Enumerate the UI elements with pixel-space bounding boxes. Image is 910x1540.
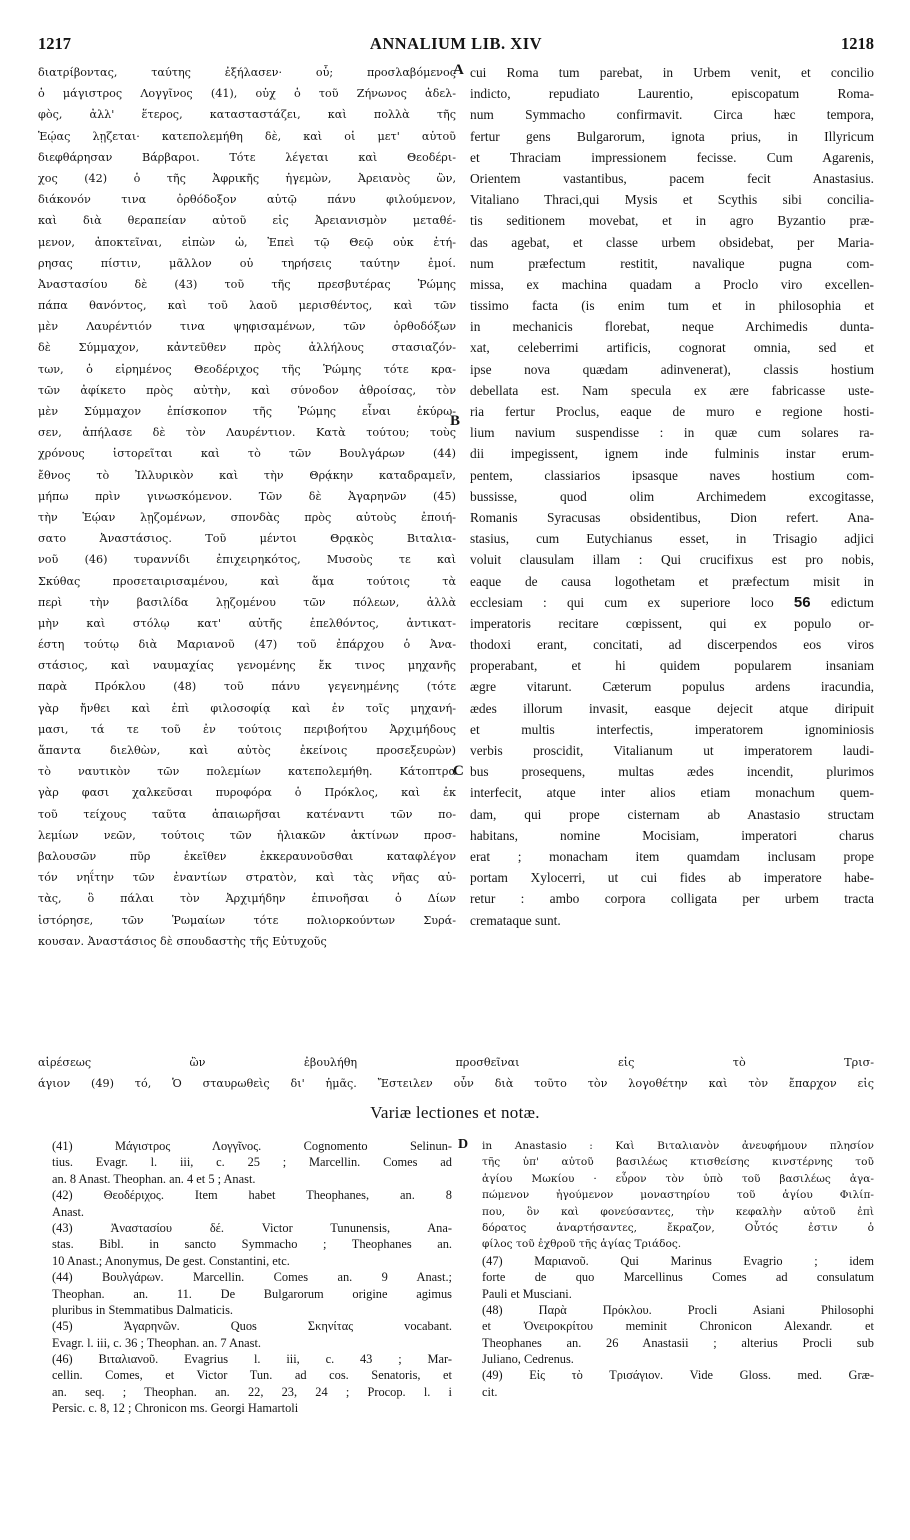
latin-text-line: missa, ex machina quadam a Proclo viro excellen- — [470, 276, 874, 292]
latin-text-line: habitans, nomine Mocisiam, imperatori charus — [470, 827, 874, 843]
note-line: cit. — [482, 1384, 498, 1399]
note-line: pluribus in Stemmatibus Dalmaticis. — [52, 1302, 234, 1317]
latin-text-line: xat, celeberrimi artificis, cognorat omnia, sed et — [470, 340, 874, 356]
page-number-right: 1218 — [841, 34, 874, 53]
notes-title: Variæ lectiones et notæ. — [370, 1103, 540, 1122]
note-line: Juliano, Cedrenus. — [482, 1352, 574, 1367]
greek-text-line: χρόνους ἱστορεῖται καὶ τὸ τῶν Βουλγάρων (44) — [38, 447, 456, 461]
latin-text-line: tissimo facta (is enim tum et in philosophia et — [470, 298, 874, 314]
greek-text-line: Ἀναστασίου δὲ (43) τοῦ τῆς πρεσβυτέρας Ῥώμης — [38, 277, 456, 291]
greek-text-line: γὰρ ἤνθει καὶ ἐπὶ φιλοσοφίᾳ καὶ ἐν τοῖς μηχανή- — [38, 701, 456, 715]
note-line: Evagr. l. iii, c. 36 ; Theophan. an. 7 Anast. — [52, 1335, 261, 1350]
note-line: (43) Ἀναστασίου δέ. Victor Tununensis, Ana- — [52, 1220, 452, 1235]
greek-full-width-lines — [38, 1052, 874, 1094]
greek-text-line: τόν νηΐτην τῶν ἐναντίων στρατὸν, καὶ τὰς νῆας αὐ- — [38, 871, 456, 885]
note-line: Persic. c. 8, 12 ; Chronicon ms. Georgi Hamartoli — [52, 1401, 299, 1416]
greek-text-line: ἅπαντα διελθὼν, καὶ αὐτὸς ἐκείνοις προσεξευρὼν) — [38, 744, 456, 757]
note-line: (47) Μαριανοῦ. Qui Marinus Evagrio ; idem — [482, 1253, 874, 1268]
note-line: ἁγίου Μωκίου · εὗρον τὸν ὑπὸ τοῦ βασιλέως ἀγα- — [482, 1172, 874, 1185]
latin-text-line: num Symmacho confirmavit. Circa hæc tempora, — [470, 107, 874, 123]
note-line: Theophan. an. 11. De Bulgarorum origine agimus — [52, 1286, 452, 1301]
note-line: in Anastasio : Καὶ Βιταλιανὸν ἀνευφήμουν πλησίον — [482, 1140, 874, 1152]
greek-text-line: των, ὁ εἰρημένος Θεοδέριχος τῆς Ῥώμης τότε κρα- — [38, 362, 456, 376]
greek-text-line: πάπα θανόντος, καὶ τοῦ λαοῦ μερισθέντος, καὶ τῶν — [38, 299, 456, 313]
latin-text-line: et multis interfectis, imperatorem ignominiosis — [470, 721, 874, 737]
greek-text-line: ἔθνος τὸ Ἰλλυρικὸν καὶ τὴν Θρᾴκην καταδραμεῖν, — [38, 468, 456, 482]
note-line: (41) Μάγιστρος Λογγῖνος. Cognomento Selinun- — [52, 1139, 452, 1153]
note-line: an. seq. ; Theophan. an. 22, 23, 24 ; Procop. l. i — [52, 1384, 452, 1399]
latin-text-line: dam, qui prope cisternam ab Anastasio structam — [470, 806, 874, 822]
latin-text-line: et Thraciam impressionem fecisse. Cum Agarenis, — [470, 149, 874, 165]
latin-text-line: imperatoris recitare cœpissent, qui ex populo or- — [470, 615, 874, 631]
greek-text-line: τὸ ναυτικὸν τῶν πολεμίων κατεπολεμήθη. Κάτοπτρα — [38, 765, 456, 779]
note-line: tius. Evagr. l. iii, c. 25 ; Marcellin. Comes ad — [52, 1155, 452, 1170]
latin-text-line: bussisse, quod olim Archimedem excogitasse, — [470, 488, 874, 504]
note-line: Theophanes an. 26 Anastasii ; alterius Procli sub — [482, 1335, 874, 1350]
margin-letter-d: D — [458, 1137, 469, 1152]
greek-text-line: αἱρέσεως ὢν ἐβουλήθη προσθεῖναι εἰς τὸ Τρισ- — [38, 1056, 874, 1069]
greek-text-line: τοῦ τείχους ταῦτα ἀπαιωρῆσαι κατέναντι τῶν πο- — [38, 807, 456, 821]
note-line: (45) Ἀγαρηνῶν. Quos Σκηνίτας vocabant. — [52, 1319, 452, 1334]
latin-text-line: cui Roma tum parebat, in Urbem venit, et concilio — [470, 65, 874, 80]
greek-text-line: κουσαν. Ἀναστάσιος δὲ σπουδαστὴς τῆς Εὐτυχοῦς — [38, 934, 327, 948]
latin-text-fragment: edictum — [830, 594, 874, 610]
latin-text-line: das agebat, et classe urbem obsidebat, per Maria- — [470, 234, 874, 250]
greek-text-line: διατρίβοντας, ταύτης ἐξήλασεν· οὗ; προσλαβόμενος — [38, 66, 456, 79]
page-header — [38, 34, 874, 58]
greek-text-line: μασι, τά τε τοῦ ἐν τούτοις περιβοήτου Ἀρχιμήδους — [38, 722, 456, 736]
note-line: (48) Παρὰ Πρόκλου. Procli Asiani Philosophi — [482, 1302, 874, 1317]
latin-text-fragment: ecclesiam : qui cum ex superiore loco — [470, 594, 774, 610]
latin-text-line: interfecit, atque inter alios etiam monachum quem- — [470, 785, 874, 801]
notes-right-column — [482, 1138, 874, 1400]
latin-text-line: Orientem vastantibus, pacem fecit Anastasius. — [470, 170, 874, 186]
note-line: που, ὃν καὶ φονεύσαντες, τὴν κεφαλὴν αὐτοῦ ἐπὶ — [482, 1205, 874, 1218]
greek-text-line: μὲν Σύμμαχον ἐπίσκοπον τῆς Ῥώμης εἶναι ἐκύρω- — [38, 405, 456, 418]
greek-text-line: μὴν καὶ στόλῳ κατ' αὐτῆς ἐπελθόντος, ἀντικατ- — [38, 616, 456, 630]
note-line: Anast. — [52, 1204, 85, 1219]
greek-text-line: ἱστόρησε, τῶν Ῥωμαίων τότε πολιορκούντων Συρά- — [38, 913, 456, 927]
note-line: cellin. Comes, et Victor Tun. ad cos. Senatoris, et — [52, 1368, 452, 1383]
margin-letter-c: C — [453, 763, 464, 779]
latin-text-line: ædes illorum invasit, easque dejecit atque diripuit — [470, 700, 874, 716]
greek-text-line: φὸς, ἀλλ' ἕτερος, κατασταστάζει, καὶ πολλὰ τῆς — [38, 108, 456, 122]
note-line: φίλος τοῦ ἐχθροῦ τῆς ἁγίας Τριάδος. — [482, 1238, 682, 1251]
greek-text-line: άγιον (49) τό, Ὁ σταυρωθεὶς δι' ἡμᾶς. Ἔστειλεν οὖν διὰ τοῦτο τὸν λογοθέτην καὶ τὸν ἔπαρχον εἰς — [38, 1077, 874, 1091]
greek-text-line: Ἑῴας λῃζεται· κατεπολεμήθη δὲ, καὶ οἱ μετ' αὐτοῦ — [38, 129, 456, 143]
greek-text-line: σεν, ἀπήλασε δὲ τὸν Λαυρέντιον. Κατὰ τούτου; τοὺς — [38, 426, 456, 440]
margin-number: 56 — [793, 593, 811, 611]
note-line: (49) Εἰς τὸ Τρισάγιον. Vide Gloss. med. Græ- — [482, 1368, 874, 1383]
note-line: (44) Βουλγάρων. Marcellin. Comes an. 9 Anast.; — [52, 1270, 452, 1285]
latin-text-line: debellata est. Nam specula ex ære fabricasse uste- — [470, 382, 874, 398]
greek-text-line: σατο Ἀναστάσιος. Τοῦ μέντοι Θρᾳκὸς Βιταλια- — [38, 532, 456, 546]
note-line: Pauli et Musciani. — [482, 1286, 572, 1301]
greek-text-line: διάκονόν τινα ὀρθόδοξον αὐτῷ πάνυ φιλούμενον, — [38, 193, 456, 207]
latin-text-line: ægre vitarunt. Cæterum populus ardens iracundia, — [470, 679, 874, 695]
latin-text-line: pentem, classiarios ipsasque naves hostium com- — [470, 467, 874, 483]
note-line: τῆς ὑπ' αὐτοῦ βασιλέως κτισθείσης κινστέρνης τοῦ — [482, 1156, 874, 1169]
latin-text-line: ipse nova quædam adinvenerat), classis hostium — [470, 361, 874, 377]
latin-text-line: ria fertur Proclus, eaque de muro e regione hosti- — [470, 404, 874, 419]
latin-text-line: tis seditionem movebat, et in agro Byzantio præ- — [470, 213, 874, 229]
latin-text-line: Romanis Syracusas obsidentibus, Dion refert. Ana- — [470, 509, 874, 525]
latin-text-line: dii impegissent, ignem inde fulminis instar erum- — [470, 446, 874, 462]
note-line: (46) Βιταλιανοῦ. Evagrius l. iii, c. 43 ; Mar- — [52, 1352, 452, 1367]
greek-text-column — [38, 62, 456, 952]
latin-text-column — [470, 62, 874, 931]
page-number-left: 1217 — [38, 34, 71, 53]
latin-text-line: erat ; monacham item quamdam inclusam prope — [470, 848, 874, 864]
note-line: an. 8 Anast. Theophan. an. 4 et 5 ; Anast. — [52, 1171, 256, 1186]
greek-text-line: τὰς, ὃ πάλαι τὸν Ἀρχιμήδην ἐπινοῆσαι ὁ Δίων — [38, 892, 456, 906]
greek-text-line: μενον, ἀποκτεῖναι, εἰπὼν ὡ, Ἐπεὶ τῷ Θεῷ οὐκ ἐτή- — [38, 235, 456, 249]
greek-text-line: μήπω πρὶν γινωσκόμενον. Τῶν δὲ Ἀγαρηνῶν (45) — [38, 489, 456, 503]
greek-text-line: χος (42) ὁ τῆς Ἀφρικῆς ἡγεμὼν, Ἀρειανὸς ὢν, — [38, 171, 456, 185]
note-line: stas. Bibl. in sancto Symmacho ; Theophanes an. — [52, 1237, 452, 1252]
greek-text-line: Σκύθας προσεταιρισαμένου, καὶ ἅμα τούτοις τὰ — [38, 574, 456, 588]
latin-text-line: lium navium suspendisse : in quæ cum solares ra- — [470, 425, 874, 441]
latin-text-line: portam Xylocerri, ut cui fides ab imperatore habe- — [470, 870, 874, 886]
note-line: et Ὀνειροκρίτου meminit Chronicon Alexandr. et — [482, 1319, 874, 1334]
greek-text-line: καὶ διὰ θεραπείαν αὐτοῦ εἰς Ἀρειανισμὸν μεταθέ- — [38, 214, 456, 228]
greek-text-line: ρησας πίστιν, μᾶλλον οὐ τηρήσεις ταύτην ἐμοί. — [38, 256, 456, 270]
latin-text-line: in mechanicis florebat, neque Archimedis dunta- — [470, 319, 874, 335]
greek-text-line: τὴν Ἑῴαν λῃζομένων, σπονδὰς πρὸς αὐτοὺς ἐποιή- — [38, 510, 456, 524]
greek-text-line: διεφθάρησαν Βάρβαροι. Τότε λέγεται καὶ Θεοδέρι- — [38, 150, 456, 164]
greek-text-line: περὶ τὴν βασιλίδα λῃζομένου τῶν πόλεων, ἀλλὰ — [38, 595, 456, 609]
latin-text-line: thodoxi erant, concitati, ad discerpendos eos viros — [470, 637, 874, 653]
greek-text-line: τῶν ἀφίκετο πρὸς αὐτὴν, καὶ σύνοδον ἀθροίσας, τὸν — [38, 383, 456, 397]
note-line: δόρατος ἀναρτήσαντες, ἔκραζον, Οὗτός ἐστιν ὁ — [482, 1221, 874, 1234]
greek-text-line: νοῦ (46) τυραννίδι ἐπιχειρηκότος, Μυσοὺς τε καὶ — [38, 553, 456, 567]
latin-text-line: num præfectum restitit, navalique pugna com- — [470, 255, 874, 271]
latin-text-line: bus prosequens, multas ædes incendit, plurimos — [470, 764, 874, 780]
running-title: ANNALIUM LIB. XIV — [369, 34, 543, 53]
latin-text-line: verbis proscidit, Vitalianum ut imperatorem laudi- — [470, 743, 874, 758]
margin-letter-b: B — [450, 413, 461, 429]
latin-text-line: cremataque sunt. — [470, 912, 561, 928]
latin-text-line: properabant, et hi quidem popularem insaniam — [470, 658, 874, 674]
notes-left-column — [52, 1138, 452, 1417]
latin-text-line: stasius, cum Eutychianus esset, in Trisagio adjici — [470, 531, 874, 547]
latin-text-line — [470, 592, 874, 613]
greek-text-line: λεμίων νεῶν, τούτοις τῶν ἡλιακῶν ἀκτίνων προσ- — [38, 828, 456, 842]
note-line: 10 Anast.; Anonymus, De gest. Constantini, etc. — [52, 1253, 290, 1268]
greek-text-line: δὲ Σύμμαχον, κἀντεῦθεν πρὸς ἀλλήλους στασιαζόν- — [38, 341, 456, 355]
note-line: πώμενον ἡγούμενον μοναστηρίου τοῦ ἁγίου Φιλίπ- — [482, 1189, 874, 1202]
note-line: forte de quo Marcellinus Comes ad consulatum — [482, 1270, 874, 1285]
note-line: (42) Θεοδέριχος. Item habet Theophanes, an. 8 — [52, 1188, 452, 1203]
greek-text-line: έστη τούτῳ διὰ Μαριανοῦ (47) τοῦ ἐπάρχου ὁ Ἀνα- — [38, 638, 456, 652]
latin-text-line: eaque de causa logothetam et præfectum misit in — [470, 573, 874, 589]
greek-text-line: στάσιος, καὶ ναυμαχίας γενομένης ἔκ τινος μηχανῆς — [38, 659, 456, 673]
greek-text-line: βαλουσῶν πῦρ ἐκεῖθεν ἐκκεραυνοῦσθαι καταφλέγον — [38, 849, 456, 863]
greek-text-line: γὰρ φασι χαλκεῦσαι πυροφόρα ὁ Πρόκλος, καὶ ἐκ — [38, 786, 456, 800]
greek-text-line: μὲν Λαυρέντιόν τινα ψηφισαμένων, τῶν ὀρθοδόξων — [38, 320, 456, 334]
latin-text-line: retur : ambo corpora colligata per urbem tracta — [470, 891, 874, 907]
greek-text-line: παρὰ Πρόκλου (48) τοῦ πάνυ γεγενημένης (τότε — [38, 680, 456, 694]
latin-text-line: voluit clausulam illam : Qui crucifixus est pro nobis, — [470, 552, 874, 568]
greek-text-line: ὁ μάγιστρος Λογγῖνος (41), οὐχ ὁ τοῦ Ζήνωνος ἀδελ- — [38, 87, 456, 101]
margin-letter-a: A — [453, 62, 464, 78]
latin-text-line: fertur gens Bulgarorum, ignota prius, in Illyricum — [470, 128, 874, 144]
latin-text-line: indicto, repudiato Laurentio, episcopatum Roma- — [470, 86, 874, 102]
latin-text-line: Vitaliano Thraci,qui Mysis et Scythis sibi concilia- — [470, 192, 874, 208]
